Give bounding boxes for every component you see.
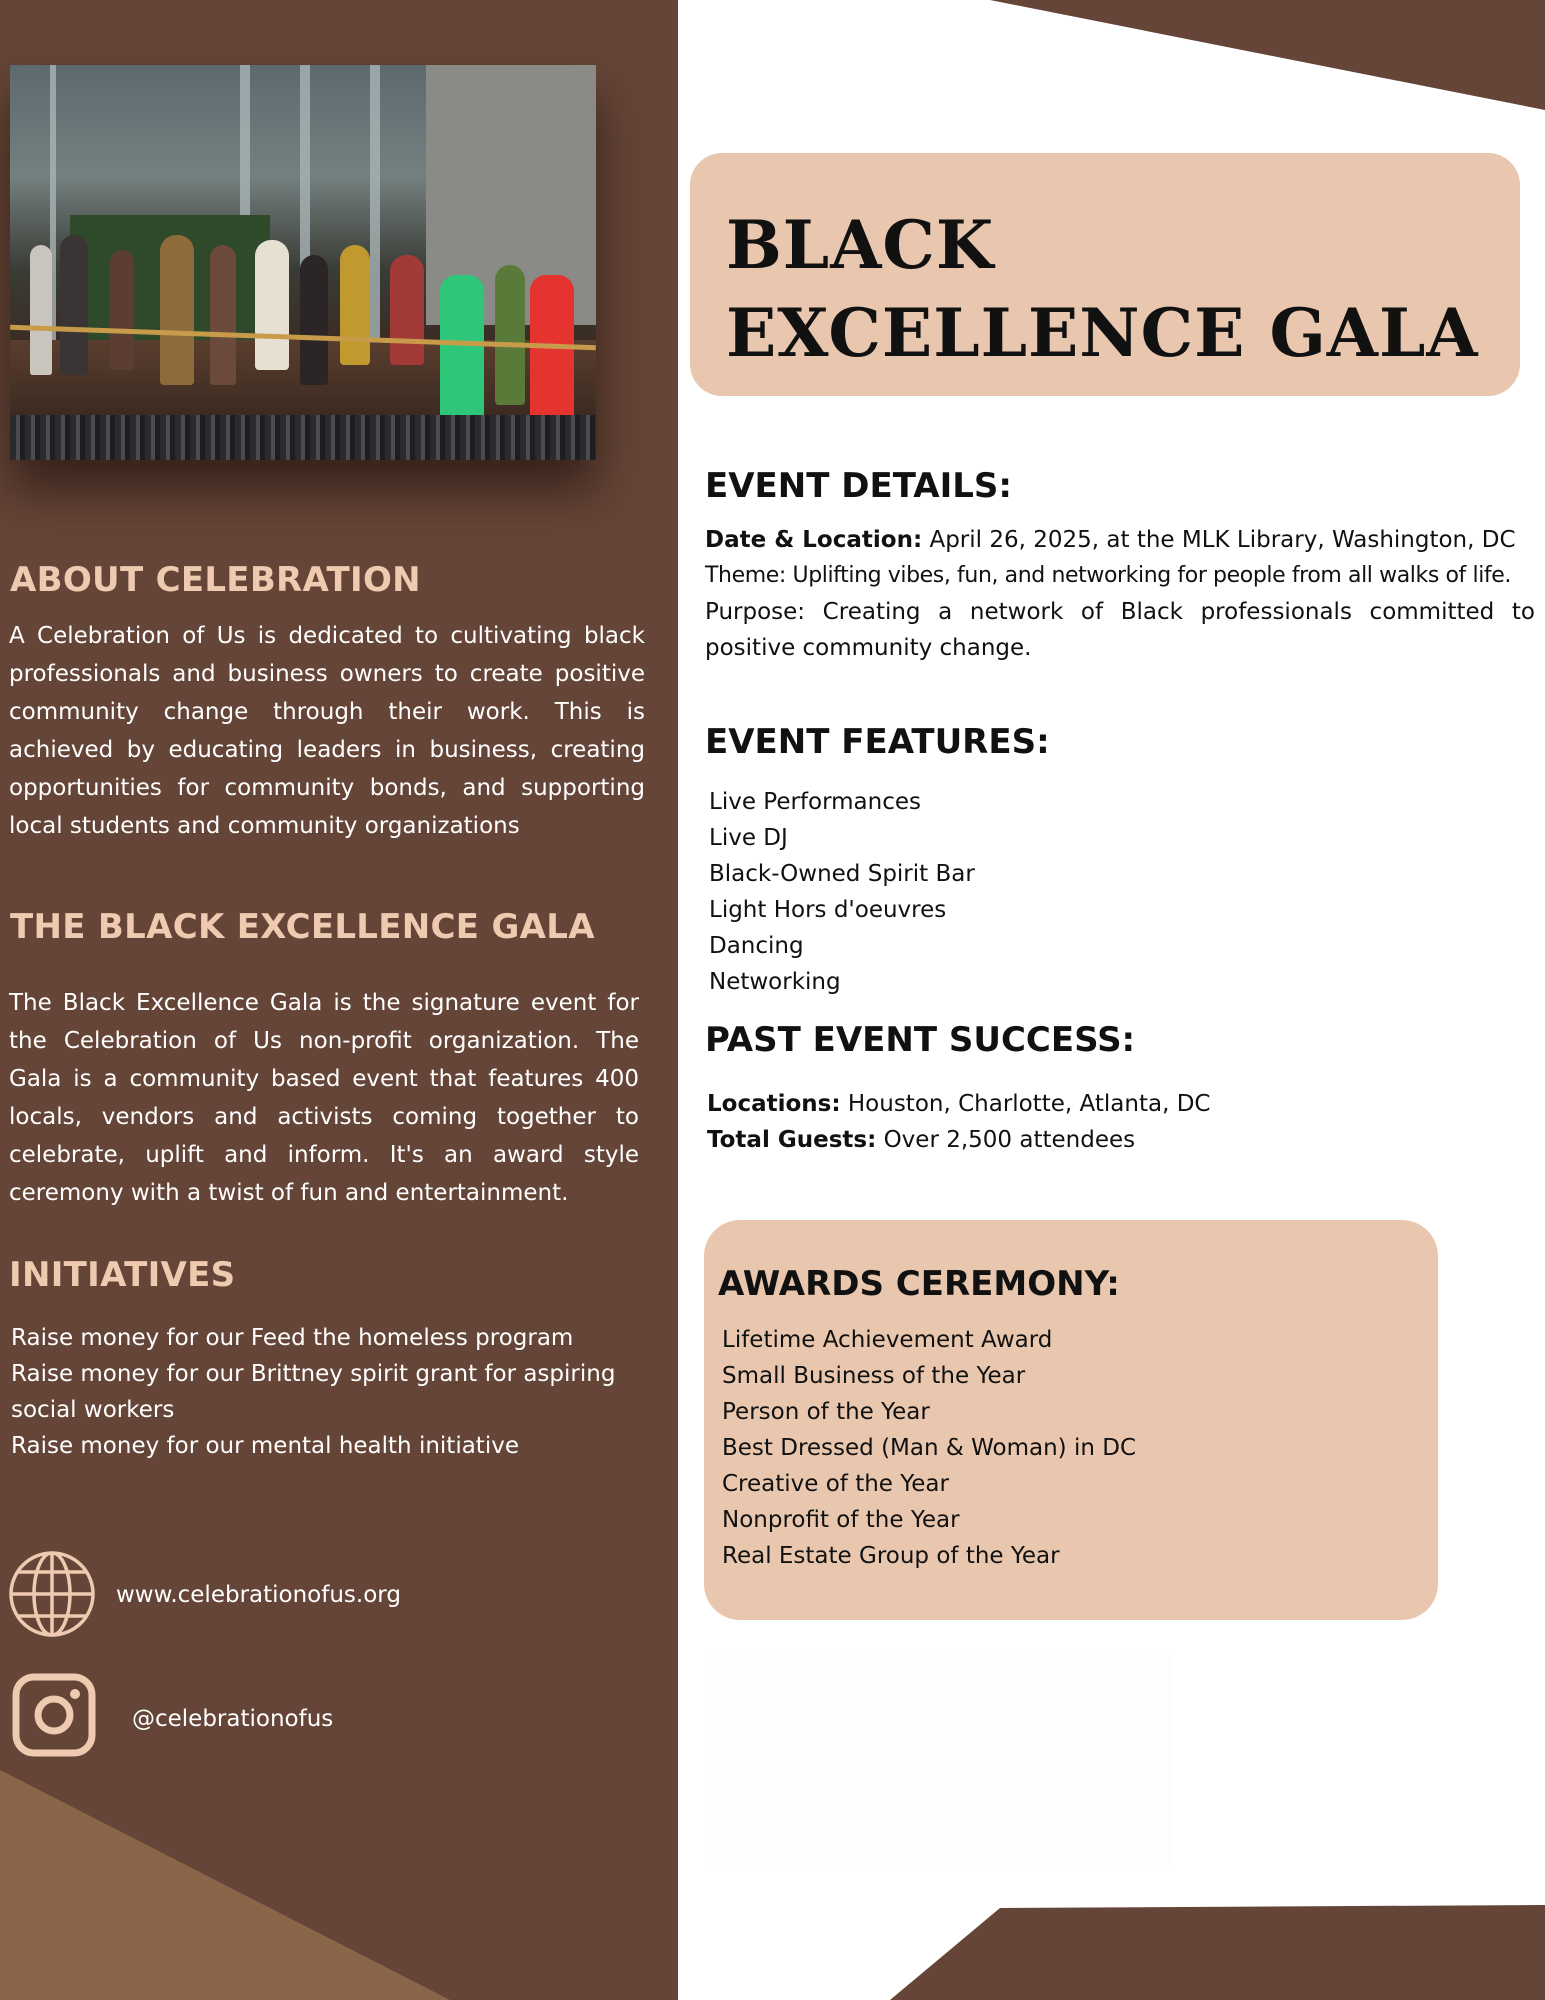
award-item: Real Estate Group of the Year [722, 1543, 1060, 1569]
gala-heading: THE BLACK EXCELLENCE GALA [10, 907, 595, 947]
feature-item: Black-Owned Spirit Bar [709, 861, 975, 887]
total-guests-label: Total Guests: [707, 1127, 877, 1153]
award-item: Lifetime Achievement Award [722, 1327, 1053, 1353]
locations-value: Houston, Charlotte, Atlanta, DC [840, 1091, 1211, 1117]
instagram-handle[interactable]: @celebrationofus [132, 1706, 334, 1732]
event-details-heading: EVENT DETAILS: [705, 466, 1012, 506]
theme-line: Theme: Uplifting vibes, fun, and networking for people from all walks of life. [705, 563, 1511, 588]
top-right-corner-shape [990, 0, 1545, 110]
locations-line [707, 1086, 1210, 1122]
total-guests-line [707, 1122, 1210, 1158]
award-item: Best Dressed (Man & Woman) in DC [722, 1435, 1136, 1461]
purpose-line: Purpose: Creating a network of Black professionals committed to positive community change. [705, 599, 1535, 661]
bottom-right-corner-shape [890, 1905, 1545, 2000]
initiative-item: Raise money for our mental health initiative [11, 1433, 519, 1459]
page-title: BLACK EXCELLENCE GALA [726, 206, 1479, 372]
feature-item: Networking [709, 969, 841, 995]
award-item: Nonprofit of the Year [722, 1507, 960, 1533]
feature-item: Live DJ [709, 825, 788, 851]
feature-item: Light Hors d'oeuvres [709, 897, 947, 923]
past-success-list [707, 1086, 1210, 1158]
awards-heading: AWARDS CEREMONY: [718, 1264, 1120, 1304]
instagram-icon[interactable] [12, 1673, 96, 1757]
about-text: A Celebration of Us is dedicated to cultivating black professionals and business owners to create positive community change through their work. This is achieved by educating leaders in business, creating opportunities for community bonds, and supporting local students and community organizations [9, 623, 645, 839]
website-link[interactable]: www.celebrationofus.org [116, 1582, 401, 1608]
awards-card [704, 1220, 1438, 1620]
about-heading: ABOUT CELEBRATION [10, 560, 421, 600]
award-item: Creative of the Year [722, 1471, 949, 1497]
bottom-left-light-shape [0, 1770, 450, 2000]
gala-text: The Black Excellence Gala is the signature event for the Celebration of Us non-profit organization. The Gala is a community based event that features 400 locals, vendors and activists coming together to celebrate, uplift and inform. It's an award style ceremony with a twist of fun and entertainment. [9, 990, 639, 1206]
award-item: Person of the Year [722, 1399, 930, 1425]
award-item: Small Business of the Year [722, 1363, 1026, 1389]
past-success-heading: PAST EVENT SUCCESS: [705, 1020, 1136, 1060]
globe-icon[interactable] [8, 1550, 96, 1638]
initiatives-heading: INITIATIVES [9, 1255, 236, 1295]
initiative-item: Raise money for our Brittney spirit grant for aspiring social workers [11, 1361, 616, 1423]
title-card [690, 153, 1520, 396]
event-photo [10, 65, 596, 460]
initiatives-list [11, 1320, 661, 1464]
feature-item: Dancing [709, 933, 804, 959]
blank-placeholder-box [710, 1655, 1172, 1870]
event-features-list [709, 784, 975, 1000]
feature-item: Live Performances [709, 789, 922, 815]
awards-list [722, 1322, 1136, 1574]
date-location-label: Date & Location: [705, 527, 923, 553]
total-guests-value: Over 2,500 attendees [876, 1127, 1136, 1153]
locations-label: Locations: [707, 1091, 841, 1117]
initiative-item: Raise money for our Feed the homeless program [11, 1325, 574, 1351]
date-location-value: April 26, 2025, at the MLK Library, Washington, DC [922, 527, 1516, 553]
left-panel [0, 0, 678, 2000]
date-location-line [705, 522, 1535, 558]
event-features-heading: EVENT FEATURES: [705, 722, 1050, 762]
